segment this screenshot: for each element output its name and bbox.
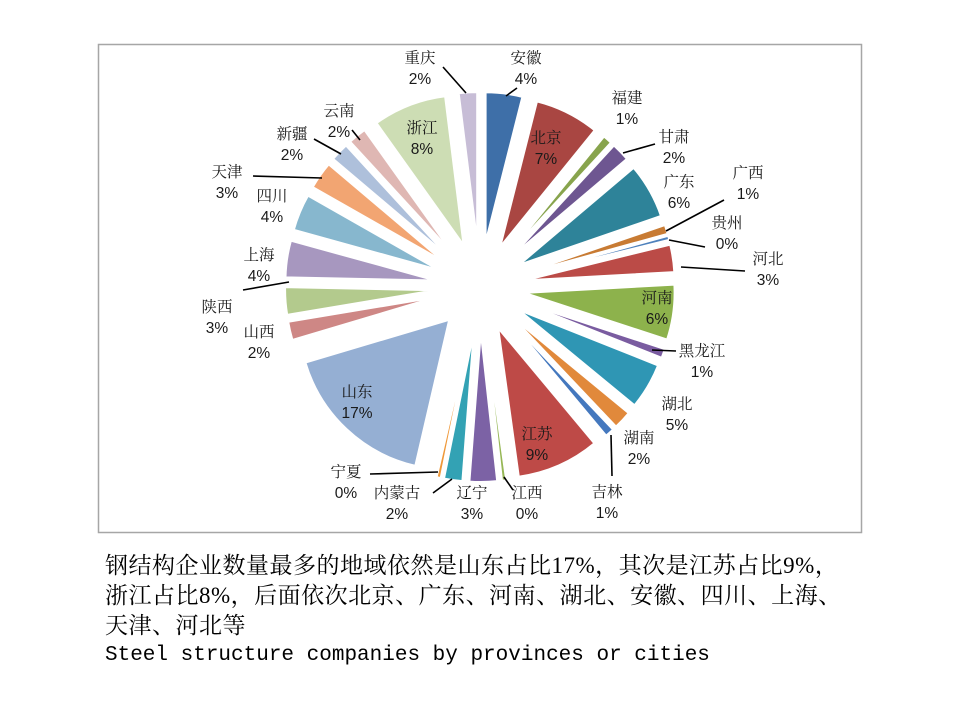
slice-label-name: 北京 [530,130,562,147]
slice-label-27 [404,48,435,90]
slice-label-21 [243,245,274,287]
slice-label-percent: 2% [327,124,351,141]
slice-label-percent: 9% [525,447,549,464]
slice-label-percent: 6% [645,311,669,328]
slice-label-percent: 2% [280,147,304,164]
slice-label-23 [211,162,242,204]
slice-label-name: 湖南 [623,430,655,447]
slice-label-4 [663,172,694,214]
slice-label-percent: 2% [627,451,651,468]
slice-label-name: 上海 [243,247,275,264]
slice-label-name: 四川 [256,188,288,205]
slice-label-name: 湖北 [661,396,693,413]
slice-label-name: 陕西 [201,299,233,316]
slice-label-9 [679,341,726,383]
slice-label-name: 山西 [243,324,275,341]
slice-label-name: 黑龙江 [678,343,726,360]
slice-label-percent: 2% [385,506,409,523]
slice-label-8 [641,288,672,330]
slice-label-percent: 0% [334,485,358,502]
slice-label-name: 安徽 [510,50,542,67]
slice-label-percent: 0% [515,506,539,523]
slice-label-name: 广东 [663,174,695,191]
slice-label-24 [276,124,307,166]
slice-label-percent: 0% [715,236,739,253]
slice-label-6 [711,213,742,255]
slice-label-percent: 1% [595,505,619,522]
slice-label-percent: 4% [260,209,284,226]
slice-label-name: 云南 [323,103,355,120]
slice-label-12 [591,482,622,524]
slice-label-name: 江西 [511,485,543,502]
slice-label-5 [732,163,763,205]
slice-label-percent: 17% [341,405,373,422]
slice-label-name: 河南 [641,290,673,307]
slice-label-17 [330,462,361,504]
slice-label-18 [341,382,372,424]
slice-label-0 [510,48,541,90]
slice-label-name: 福建 [611,90,643,107]
slice-label-percent: 7% [534,151,558,168]
slice-label-10 [661,394,692,436]
slice-label-name: 广西 [732,165,764,182]
slice-label-1 [530,128,561,170]
slice-label-name: 宁夏 [330,464,362,481]
slice-label-name: 山东 [341,384,373,401]
leader-line-12 [611,435,612,476]
slice-label-name: 贵州 [711,215,743,232]
slice-label-percent: 2% [408,71,432,88]
slice-label-19 [243,322,274,364]
slice-label-name: 河北 [752,251,784,268]
slice-label-percent: 2% [247,345,271,362]
slice-label-14 [511,483,542,525]
slice-label-percent: 5% [665,417,689,434]
slice-label-percent: 3% [460,506,484,523]
caption [105,551,895,671]
slice-label-26 [406,118,437,160]
slice-label-percent: 4% [247,268,271,285]
slice-label-11 [623,428,654,470]
caption-line-2: 浙江占比8%，后面依次北京、广东、河南、湖北、安徽、四川、上海、 [105,583,842,608]
slice-label-15 [456,483,487,525]
slice-label-20 [201,297,232,339]
slice-label-name: 内蒙古 [373,485,421,502]
slice-label-name: 辽宁 [456,485,488,502]
slice-label-name: 重庆 [404,50,436,67]
slice-label-name: 江苏 [521,426,553,443]
slice-label-name: 新疆 [276,126,308,143]
slice-label-2 [611,88,642,130]
caption-line-1: 钢结构企业数量最多的地域依然是山东占比17%，其次是江苏占比9%， [105,553,839,578]
slice-label-name: 浙江 [406,120,438,137]
slice-label-percent: 8% [410,141,434,158]
slice-label-name: 天津 [211,164,243,181]
slice-label-22 [256,186,287,228]
slice-label-16 [374,483,421,525]
slice-label-name: 甘肃 [658,129,690,146]
slice-label-percent: 3% [756,272,780,289]
slice-label-percent: 1% [615,111,639,128]
caption-line-4: Steel structure companies by provinces or cities [105,644,710,667]
leader-line-9 [652,350,676,351]
slice-label-percent: 6% [667,195,691,212]
slice-label-name: 吉林 [591,484,623,501]
slice-label-7 [752,249,783,291]
slice-label-percent: 3% [215,185,239,202]
slice-label-3 [658,127,689,169]
slice-label-percent: 1% [690,364,714,381]
caption-line-3: 天津、河北等 [105,613,246,638]
slice-label-percent: 3% [205,320,229,337]
slice-label-percent: 4% [514,71,538,88]
slice-label-13 [521,424,552,466]
slice-label-percent: 1% [736,186,760,203]
slice-label-percent: 2% [662,150,686,167]
slice-label-25 [323,101,354,143]
